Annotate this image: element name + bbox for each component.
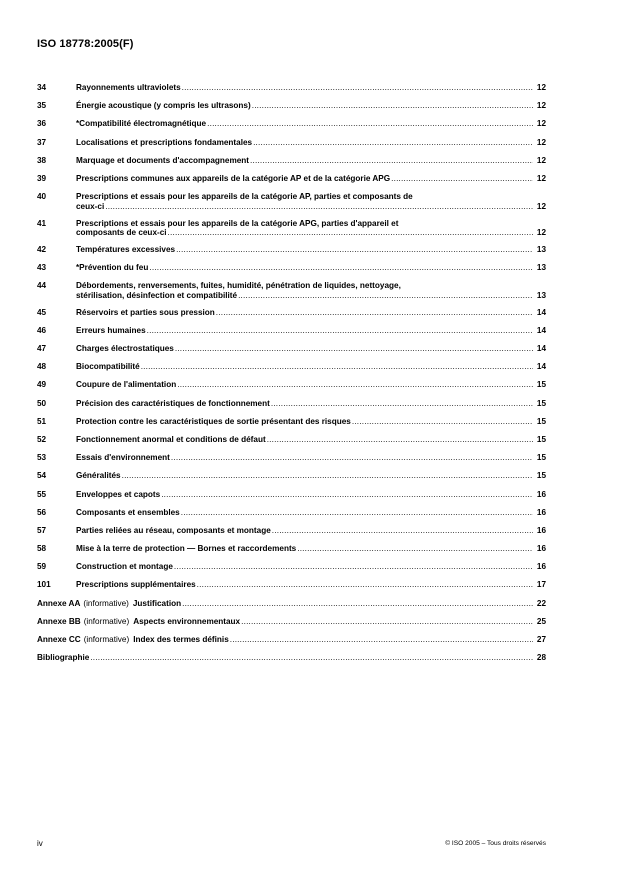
dot-leader	[161, 490, 533, 500]
toc-entry-last-line	[76, 544, 546, 554]
toc-entry-title-line: Essais d'environnement	[76, 453, 170, 463]
toc-entry-body	[76, 156, 546, 166]
toc-entry-title-line: Prescriptions et essais pour les appareils de la catégorie AP, parties et composants de	[76, 192, 413, 202]
toc-entry-body	[76, 281, 546, 300]
toc-entry-body	[76, 192, 546, 211]
toc-entry-body	[76, 471, 546, 481]
toc-entry-last-line	[76, 453, 546, 463]
toc-entry-last-line	[76, 580, 546, 590]
toc-entry-title-line: Mise à la terre de protection — Bornes et raccordements	[76, 544, 297, 554]
toc-annex-entry[interactable]	[37, 599, 546, 609]
toc-entry-page: 17	[536, 580, 546, 590]
dot-leader	[122, 471, 533, 481]
toc-entry-page: 15	[536, 398, 546, 408]
dot-leader	[177, 380, 533, 390]
dot-leader	[182, 599, 533, 609]
toc-entry-body	[76, 119, 546, 129]
dot-leader	[272, 526, 533, 536]
toc-entry-last-line	[37, 635, 546, 645]
toc-entry[interactable]	[37, 219, 546, 238]
toc-entry-number: 45	[37, 307, 47, 317]
toc-entry-last-line	[37, 617, 546, 627]
toc-entry[interactable]	[37, 174, 546, 184]
dot-leader	[241, 617, 533, 627]
toc-entry-body	[76, 219, 546, 238]
toc-entry-page: 16	[536, 562, 546, 572]
toc-entry-title-line: Prescriptions communes aux appareils de la catégorie AP et de la catégorie APG	[76, 173, 391, 183]
toc-entry[interactable]	[37, 399, 546, 409]
toc-entry-title-line: *Compatibilité électromagnétique	[76, 119, 207, 129]
toc-entry-title-line: Températures excessives	[76, 244, 176, 254]
toc-entry-page: 15	[536, 471, 546, 481]
annex-type: (informative)	[83, 598, 129, 608]
toc-entry-number: 58	[37, 544, 47, 554]
toc-entry-page: 14	[536, 344, 546, 353]
toc-entry-page: 15	[536, 416, 546, 426]
toc-entry[interactable]	[37, 308, 546, 318]
toc-entry-body	[76, 580, 546, 590]
toc-entry[interactable]	[37, 83, 546, 93]
toc-entry-body	[37, 653, 546, 663]
toc-entry-body	[76, 362, 546, 372]
annex-type: (informative)	[83, 616, 130, 626]
toc-entry[interactable]	[37, 471, 546, 481]
toc-entry-number: 54	[37, 471, 47, 481]
dot-leader	[176, 245, 533, 255]
toc-entry-title-line: Généralités	[76, 471, 121, 481]
table-of-contents	[37, 83, 546, 671]
toc-entry-last-line	[76, 245, 546, 255]
toc-entry-last-line	[76, 362, 546, 372]
toc-entry-number: 59	[37, 562, 47, 572]
dot-leader	[105, 202, 533, 212]
dot-leader	[175, 344, 533, 354]
toc-entry-body	[76, 508, 546, 518]
toc-entry-body	[76, 245, 546, 255]
toc-entry-last-line	[76, 228, 546, 238]
toc-entry-last-line	[37, 599, 546, 609]
toc-entry-last-line	[76, 380, 546, 390]
footer-page-number: iv	[37, 839, 43, 848]
toc-entry-title-line: Débordements, renversements, fuites, humidité, pénétration de liquides, nettoyage,	[76, 281, 401, 291]
toc-entry[interactable]	[37, 544, 546, 554]
toc-entry-title-line: Construction et montage	[76, 562, 173, 572]
toc-entry-page: 14	[536, 362, 546, 372]
toc-entry-page: 15	[536, 453, 546, 463]
toc-entry-number: 44	[37, 281, 47, 291]
toc-entry-page: 15	[536, 434, 546, 444]
toc-entry-page: 16	[536, 525, 546, 535]
toc-entry-title-line: Réservoirs et parties sous pression	[76, 307, 215, 317]
bibliography-title: Bibliographie	[37, 653, 90, 663]
toc-entry-body	[76, 417, 546, 427]
toc-entry-title-line: Prescriptions supplémentaires	[76, 580, 196, 590]
dot-leader	[352, 417, 533, 427]
toc-entry-title-line: Enveloppes et capots	[76, 489, 161, 499]
toc-entry-title-line: *Prévention du feu	[76, 263, 149, 273]
toc-entry-number: 36	[37, 119, 47, 129]
toc-entry-number: 40	[37, 192, 47, 202]
toc-entry-body	[76, 326, 546, 336]
annex-label: Annexe CC	[37, 635, 81, 644]
toc-entry-page: 27	[536, 635, 546, 644]
toc-entry-body	[37, 599, 546, 609]
toc-entry-last-line	[76, 508, 546, 518]
footer-copyright: © ISO 2005 – Tous droits réservés	[445, 840, 546, 847]
toc-entry-body	[76, 490, 546, 500]
annex-title: Index des termes définis	[133, 635, 229, 644]
toc-annex-entry[interactable]	[37, 635, 546, 645]
toc-entry-last-line	[76, 291, 546, 301]
toc-entry[interactable]	[37, 490, 546, 500]
toc-entry-body	[76, 101, 546, 111]
toc-entry-title-line: Protection contre les caractéristiques de sortie présentant des risques	[76, 416, 351, 426]
toc-entry-page: 12	[536, 201, 546, 211]
toc-entry-last-line	[37, 653, 546, 663]
dot-leader	[141, 362, 533, 372]
dot-leader	[181, 508, 533, 518]
toc-entry-number: 56	[37, 507, 47, 517]
dot-leader	[168, 228, 533, 238]
toc-entry-page: 16	[536, 544, 546, 554]
toc-entry[interactable]	[37, 326, 546, 336]
annex-label: Annexe AA	[37, 598, 81, 608]
toc-entry[interactable]	[37, 263, 546, 273]
toc-entry-page: 14	[536, 307, 546, 317]
toc-entry-number: 42	[37, 244, 47, 254]
toc-entry-title-line: stérilisation, désinfection et compatibilité	[76, 290, 238, 300]
dot-leader	[197, 580, 533, 590]
toc-entry-title-line: Énergie acoustique (y compris les ultrasons)	[76, 101, 251, 111]
toc-entry-title-line: Rayonnements ultraviolets	[76, 83, 181, 92]
toc-entry-number: 55	[37, 489, 47, 499]
annex-title: Aspects environnementaux	[133, 616, 241, 626]
toc-entry-number: 43	[37, 263, 47, 273]
dot-leader	[174, 562, 533, 572]
toc-entry[interactable]	[37, 380, 546, 390]
toc-entry-body	[76, 526, 546, 536]
dot-leader	[90, 653, 533, 663]
dot-leader	[238, 291, 533, 301]
toc-entry[interactable]	[37, 562, 546, 572]
toc-entry-body	[76, 544, 546, 554]
dot-leader	[149, 263, 533, 273]
toc-entry[interactable]	[37, 580, 546, 590]
toc-entry-number: 50	[37, 398, 47, 408]
toc-entry-body	[76, 562, 546, 572]
toc-entry-title-line: Composants et ensembles	[76, 507, 180, 517]
toc-entry-body	[37, 617, 546, 627]
toc-entry-last-line	[76, 344, 546, 354]
dot-leader	[216, 308, 533, 318]
toc-entry[interactable]	[37, 138, 546, 148]
toc-entry-title-line: Précision des caractéristiques de fonctionnement	[76, 398, 270, 408]
toc-entry-number: 51	[37, 416, 47, 426]
toc-entry-number: 53	[37, 453, 47, 463]
toc-entry-page: 12	[536, 101, 546, 111]
toc-entry-number: 47	[37, 344, 47, 353]
toc-entry[interactable]	[37, 435, 546, 445]
toc-entry-body	[76, 344, 546, 354]
dot-leader	[252, 101, 533, 111]
toc-entry-title-line: Biocompatibilité	[76, 362, 140, 372]
toc-entry-number: 39	[37, 173, 47, 183]
toc-entry-page: 14	[536, 325, 546, 335]
toc-entry-page: 13	[536, 244, 546, 254]
toc-entry-last-line	[76, 562, 546, 572]
toc-entry-page: 16	[536, 489, 546, 499]
toc-entry-last-line	[76, 83, 546, 93]
toc-entry-title-line: Coupure de l'alimentation	[76, 380, 177, 390]
toc-entry-body	[76, 83, 546, 93]
toc-entry-body	[76, 308, 546, 318]
dot-leader	[207, 119, 533, 129]
dot-leader	[267, 435, 533, 445]
toc-entry-body	[76, 453, 546, 463]
toc-entry-last-line	[76, 119, 546, 129]
toc-entry[interactable]	[37, 245, 546, 255]
toc-entry-page: 12	[536, 155, 546, 165]
toc-entry-title-line: Erreurs humaines	[76, 325, 146, 335]
toc-entry[interactable]	[37, 417, 546, 427]
toc-entry[interactable]	[37, 119, 546, 129]
dot-leader	[271, 399, 533, 409]
toc-entry-number: 49	[37, 380, 47, 390]
dot-leader	[171, 453, 533, 463]
toc-entry-title-line: Prescriptions et essais pour les appareils de la catégorie APG, parties d'appareil et	[76, 218, 399, 228]
toc-entry[interactable]	[37, 192, 546, 211]
toc-entry-page: 28	[536, 653, 546, 663]
toc-entry-last-line	[76, 435, 546, 445]
toc-entry[interactable]	[37, 362, 546, 372]
toc-entry-title-line: Fonctionnement anormal et conditions de défaut	[76, 434, 266, 444]
toc-bibliography-entry[interactable]	[37, 653, 546, 663]
toc-entry-body	[76, 174, 546, 184]
toc-entry-page: 12	[536, 137, 546, 147]
dot-leader	[297, 544, 533, 554]
toc-entry[interactable]	[37, 508, 546, 518]
toc-entry-title-line: composants de ceux-ci	[76, 228, 167, 238]
toc-annex-entry[interactable]	[37, 617, 546, 627]
toc-entry-last-line	[76, 471, 546, 481]
toc-entry-number: 46	[37, 325, 47, 335]
toc-entry-title-line: Localisations et prescriptions fondamentales	[76, 137, 253, 147]
dot-leader	[391, 174, 533, 184]
toc-entry-page: 25	[536, 616, 546, 626]
toc-entry-last-line	[76, 490, 546, 500]
toc-entry-number: 52	[37, 434, 47, 444]
annex-label: Annexe BB	[37, 616, 81, 626]
toc-entry-number: 48	[37, 362, 47, 372]
toc-entry-number: 35	[37, 101, 47, 111]
toc-entry-last-line	[76, 138, 546, 148]
annex-type: (informative)	[83, 635, 130, 644]
toc-entry-number: 37	[37, 137, 47, 147]
toc-entry-last-line	[76, 526, 546, 536]
toc-entry[interactable]	[37, 101, 546, 111]
toc-entry-page: 13	[536, 290, 546, 300]
toc-entry-last-line	[76, 308, 546, 318]
toc-entry-page: 22	[536, 598, 546, 608]
toc-entry[interactable]	[37, 453, 546, 463]
toc-entry-title-line: Parties reliées au réseau, composants et montage	[76, 525, 271, 535]
document-header: ISO 18778:2005(F)	[37, 38, 134, 50]
toc-entry-body	[37, 635, 546, 645]
toc-entry[interactable]	[37, 344, 546, 354]
toc-entry-page: 16	[536, 507, 546, 517]
toc-entry-body	[76, 138, 546, 148]
toc-entry-last-line	[76, 202, 546, 212]
toc-entry-page: 15	[536, 380, 546, 390]
toc-entry-last-line	[76, 174, 546, 184]
dot-leader	[230, 635, 533, 645]
dot-leader	[253, 138, 533, 148]
toc-entry-number: 34	[37, 83, 47, 92]
toc-entry-number: 38	[37, 155, 47, 165]
toc-entry-body	[76, 399, 546, 409]
toc-entry-title-line: Charges électrostatiques	[76, 344, 174, 353]
toc-entry-number: 41	[37, 218, 47, 228]
toc-entry-number: 101	[37, 580, 51, 590]
toc-entry-title-line: Marquage et documents d'accompagnement	[76, 155, 250, 165]
toc-entry-last-line	[76, 263, 546, 273]
toc-entry-page: 13	[536, 263, 546, 273]
toc-entry-last-line	[76, 156, 546, 166]
toc-entry-page: 12	[536, 228, 546, 238]
toc-entry[interactable]	[37, 281, 546, 300]
annex-title: Justification	[132, 598, 182, 608]
toc-entry-body	[76, 435, 546, 445]
toc-entry-last-line	[76, 326, 546, 336]
toc-entry-page: 12	[536, 119, 546, 129]
toc-entry-body	[76, 263, 546, 273]
toc-entry-last-line	[76, 417, 546, 427]
toc-entry-page: 12	[536, 83, 546, 92]
toc-entry[interactable]	[37, 156, 546, 166]
dot-leader	[182, 83, 533, 93]
toc-entry[interactable]	[37, 526, 546, 536]
toc-entry-last-line	[76, 101, 546, 111]
dot-leader	[250, 156, 533, 166]
toc-entry-last-line	[76, 399, 546, 409]
toc-entry-number: 57	[37, 525, 47, 535]
toc-entry-page: 12	[536, 173, 546, 183]
toc-entry-body	[76, 380, 546, 390]
dot-leader	[147, 326, 533, 336]
toc-entry-title-line: ceux-ci	[76, 201, 105, 211]
